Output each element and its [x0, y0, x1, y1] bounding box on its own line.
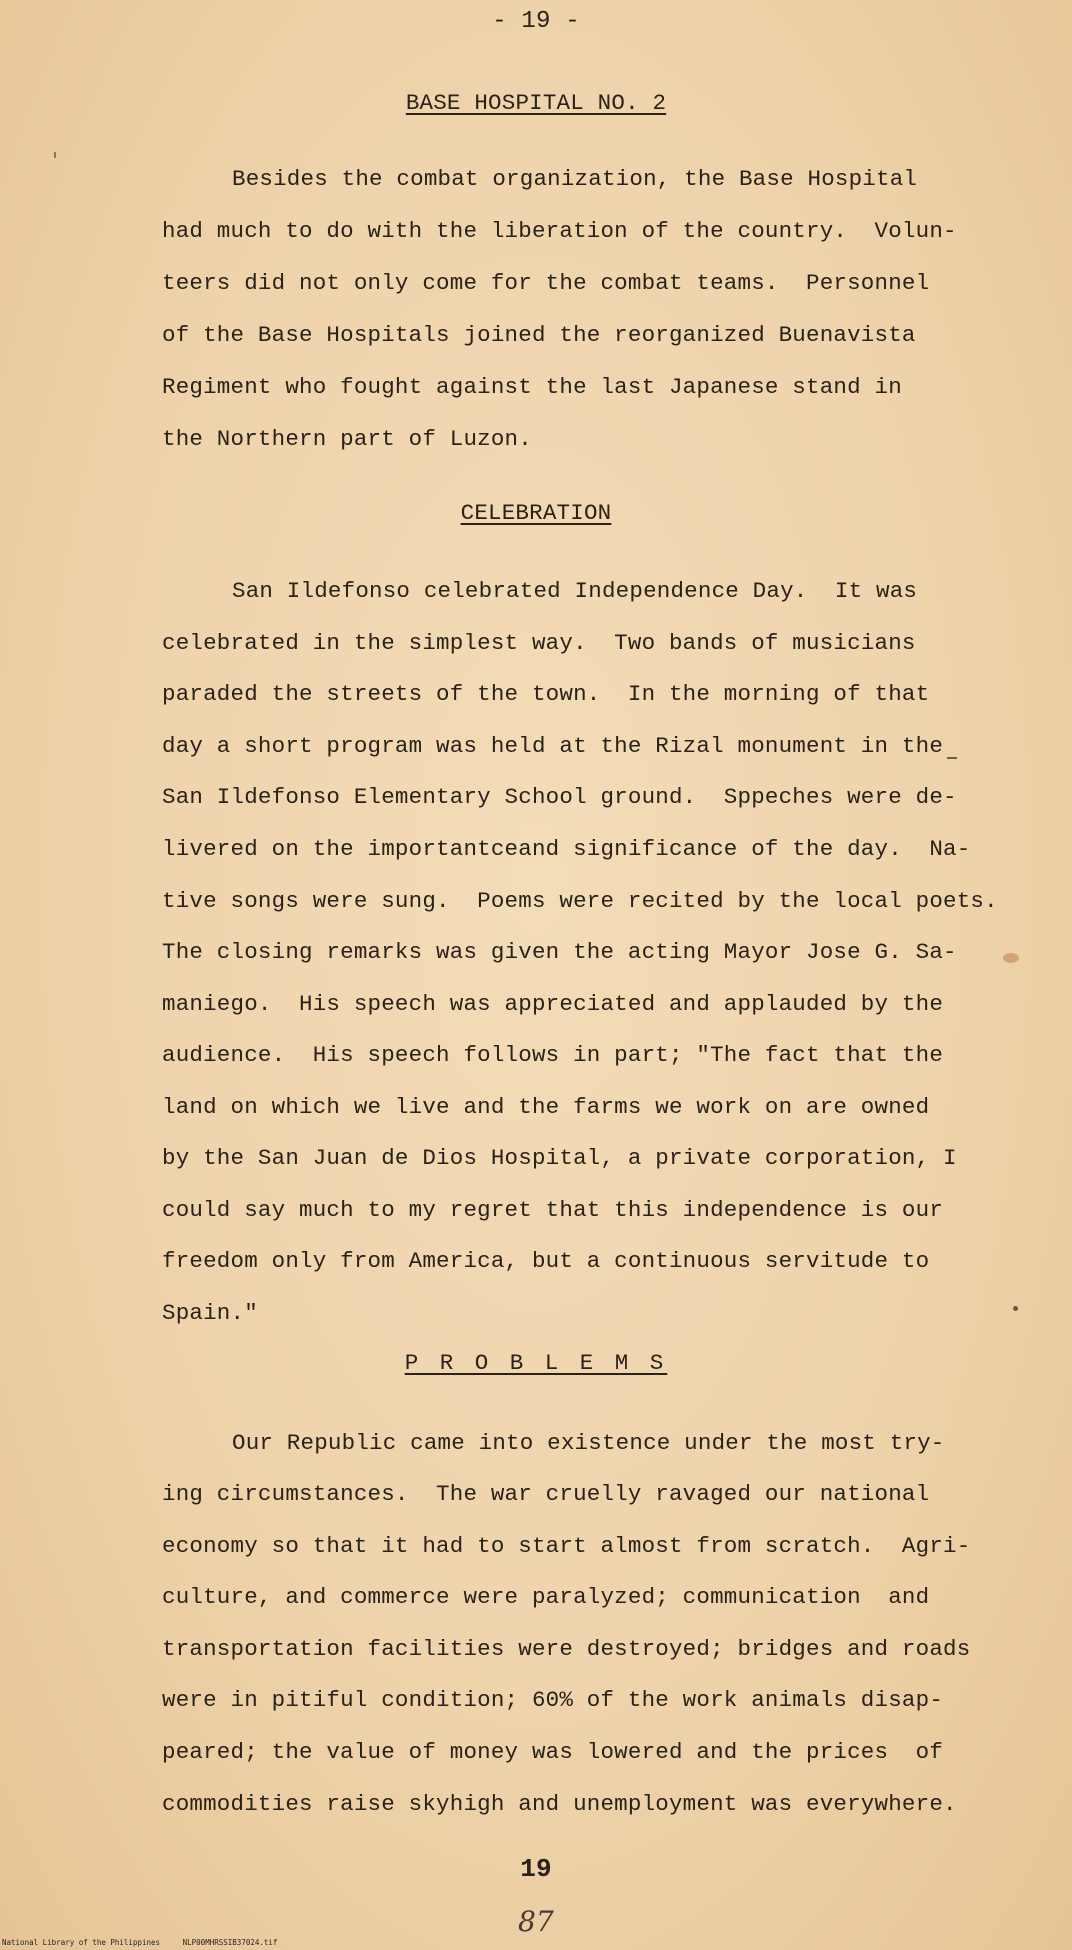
section-heading-celebration: CELEBRATION	[460, 500, 612, 526]
text-line: of the Base Hospitals joined the reorganized Buenavista	[162, 322, 916, 348]
section-heading-problems: P R O B L E M S	[404, 1350, 668, 1376]
text-line: by the San Juan de Dios Hospital, a private corporation, I	[162, 1145, 957, 1171]
text-line: had much to do with the liberation of the country. Volun-	[162, 218, 957, 244]
text-line: were in pitiful condition; 60% of the work animals disap-	[162, 1687, 944, 1713]
text-line: the Northern part of Luzon.	[162, 426, 532, 452]
text-line: Our Republic came into existence under the most try-	[232, 1430, 945, 1456]
ink-mark	[947, 757, 957, 759]
page-number-top: - 19 -	[492, 8, 580, 35]
text-line: ing circumstances. The war cruelly ravaged our national	[162, 1481, 930, 1507]
page-number-footer: 19	[520, 1854, 552, 1884]
text-line: could say much to my regret that this independence is our	[162, 1197, 944, 1223]
text-line: day a short program was held at the Rizal monument in the	[162, 733, 944, 759]
handwritten-page-number: 87	[517, 1905, 555, 1938]
text-line: freedom only from America, but a continuous servitude to	[162, 1248, 930, 1274]
text-line: paraded the streets of the town. In the morning of that	[162, 681, 930, 707]
text-line: peared; the value of money was lowered and the prices of	[162, 1739, 944, 1765]
text-line: commodities raise skyhigh and unemployment was everywhere.	[162, 1791, 957, 1817]
ink-mark	[1013, 1306, 1018, 1311]
text-line: The closing remarks was given the acting Mayor Jose G. Sa-	[162, 939, 957, 965]
text-line: San Ildefonso celebrated Independence Day. It was	[232, 578, 918, 604]
section-heading-base-hospital: BASE HOSPITAL NO. 2	[405, 90, 667, 116]
archive-footer-text: National Library of the Philippines NLP00MHRSSIB37024.tif	[2, 1938, 278, 1947]
text-line: Besides the combat organization, the Base Hospital	[232, 166, 918, 192]
text-line: economy so that it had to start almost from scratch. Agri-	[162, 1533, 971, 1559]
text-line: tive songs were sung. Poems were recited by the local poets.	[162, 888, 998, 914]
text-line: land on which we live and the farms we work on are owned	[162, 1094, 930, 1120]
text-line: audience. His speech follows in part; "The fact that the	[162, 1042, 944, 1068]
text-line: Spain."	[162, 1300, 258, 1326]
text-line: culture, and commerce were paralyzed; communication and	[162, 1584, 930, 1610]
text-line: celebrated in the simplest way. Two bands of musicians	[162, 630, 916, 656]
text-line: livered on the importantceand significance of the day. Na-	[162, 836, 971, 862]
text-line: teers did not only come for the combat teams. Personnel	[162, 270, 930, 296]
ink-mark	[54, 152, 56, 158]
text-line: maniego. His speech was appreciated and applauded by the	[162, 991, 944, 1017]
text-line: San Ildefonso Elementary School ground. Sppeches were de-	[162, 784, 957, 810]
text-line: transportation facilities were destroyed; bridges and roads	[162, 1636, 971, 1662]
text-line: Regiment who fought against the last Japanese stand in	[162, 374, 902, 400]
stain-mark	[1003, 953, 1019, 963]
